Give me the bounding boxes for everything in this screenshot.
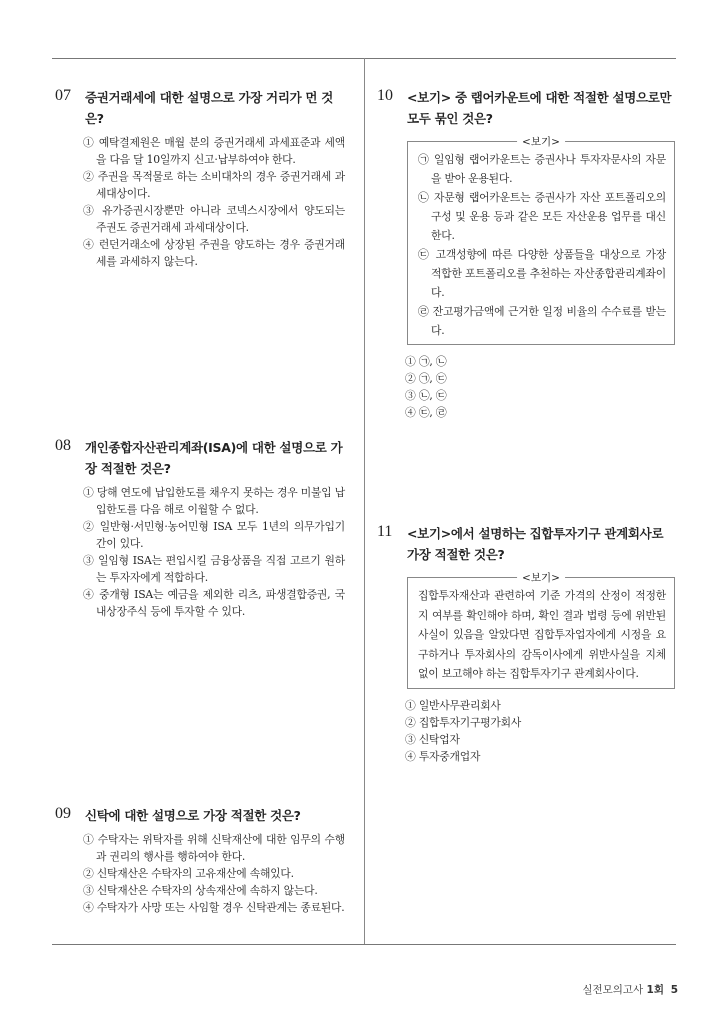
example-item-1: ㉠ 일임형 랩어카운트는 증권사나 투자자문사의 자문을 받아 운용된다. <box>418 153 666 185</box>
option-4[interactable]: ④ 투자중개업자 <box>405 749 481 763</box>
example-text: 집합투자재산과 관련하여 기준 가격의 산정이 적정한지 여부를 확인해야 하며, 확인 결과 법령 등에 위반된 사실이 있음을 알았다면 집합투자업자에게 시정을 요구하거나 투자회사의 감독이사에게 위반사실을 지체 없이 보고해야 하는 집합투자기구 관계회사이다. <box>418 589 666 680</box>
option-1[interactable]: ① 수탁자는 위탁자를 위해 신탁재산에 대한 임무의 수행과 권리의 행사를 행하여야 한다. <box>83 833 345 863</box>
question-title: 개인종합자산관리계좌(ISA)에 대한 설명으로 가장 적절한 것은? <box>85 440 343 476</box>
option-1[interactable]: ① ㉠, ㉡ <box>405 355 447 368</box>
example-box <box>407 572 675 689</box>
option-2[interactable]: ② ㉠, ㉢ <box>405 372 447 385</box>
option-4[interactable]: ④ 중개형 ISA는 예금을 제외한 리츠, 파생결합증권, 국내상장주식 등에 투자할 수 있다. <box>83 588 345 618</box>
options <box>405 353 675 421</box>
option-3[interactable]: ③ 신탁업자 <box>405 732 460 746</box>
option-2[interactable]: ② 집합투자기구평가회사 <box>405 715 522 729</box>
question-number: 10 <box>377 87 393 104</box>
question-number: 11 <box>377 523 393 540</box>
question-number: 08 <box>55 437 71 454</box>
question-title: 신탁에 대한 설명으로 가장 적절한 것은? <box>85 808 301 823</box>
question-title: 증권거래세에 대한 설명으로 가장 거리가 먼 것은? <box>85 90 334 126</box>
option-3[interactable]: ③ 유가증권시장뿐만 아니라 코넥스시장에서 양도되는 주권도 증권거래세 과세대상이다. <box>83 204 345 234</box>
question-title: <보기> 중 랩어카운트에 대한 적절한 설명으로만 모두 묶인 것은? <box>407 90 672 126</box>
option-3[interactable]: ③ 신탁재산은 수탁자의 상속재산에 속하지 않는다. <box>83 884 318 897</box>
example-box-label: <보기> <box>517 134 565 149</box>
option-2[interactable]: ② 일반형·서민형·농어민형 ISA 모두 1년의 의무가입기간이 있다. <box>83 520 345 550</box>
question-07 <box>55 87 345 270</box>
option-3[interactable]: ③ 일임형 ISA는 편입시킬 금융상품을 직접 고르기 원하는 투자자에게 적합하다. <box>83 554 345 584</box>
option-4[interactable]: ④ 런던거래소에 상장된 주권을 양도하는 경우 증권거래세를 과세하지 않는다. <box>83 238 345 268</box>
example-item-3: ㉢ 고객성향에 따른 다양한 상품들을 대상으로 가장 적합한 포트폴리오를 추천하는 자산종합관리계좌이다. <box>418 248 666 299</box>
page-number: 5 <box>670 984 678 996</box>
option-3[interactable]: ③ ㉡, ㉢ <box>405 389 447 402</box>
footer-title: 실전모의고사 <box>582 984 644 996</box>
option-4[interactable]: ④ ㉢, ㉣ <box>405 406 447 419</box>
option-2[interactable]: ② 주권을 목적물로 하는 소비대차의 경우 증권거래세 과세대상이다. <box>83 170 345 200</box>
example-box <box>407 136 675 345</box>
options <box>83 831 345 916</box>
options <box>83 484 345 620</box>
question-number: 07 <box>55 87 71 104</box>
example-item-2: ㉡ 자문형 랩어카운트는 증권사가 자산 포트폴리오의 구성 및 운용 등과 같은 모든 자산운용 업무를 대신한다. <box>418 191 666 242</box>
question-08 <box>55 437 345 620</box>
option-1[interactable]: ① 당해 연도에 납입한도를 채우지 못하는 경우 미불입 납입한도를 다음 해로 이월할 수 없다. <box>83 486 345 516</box>
options <box>83 134 345 270</box>
question-10 <box>377 87 675 421</box>
question-number: 09 <box>55 805 71 822</box>
options <box>405 697 675 765</box>
question-09 <box>55 805 345 916</box>
question-11 <box>377 523 675 765</box>
page-footer <box>582 982 678 997</box>
question-title: <보기>에서 설명하는 집합투자기구 관계회사로 가장 적절한 것은? <box>407 526 664 562</box>
option-1[interactable]: ① 일반사무관리회사 <box>405 698 501 712</box>
bottom-rule <box>52 944 676 945</box>
example-box-label: <보기> <box>517 570 565 585</box>
footer-round: 1회 <box>646 984 664 996</box>
example-item-4: ㉣ 잔고평가금액에 근거한 일정 비율의 수수료를 받는다. <box>418 305 666 337</box>
option-2[interactable]: ② 신탁재산은 수탁자의 고유재산에 속해있다. <box>83 867 294 880</box>
option-1[interactable]: ① 예탁결제원은 매월 분의 증권거래세 과세표준과 세액을 다음 달 10일까지 신고·납부하여야 한다. <box>83 136 345 166</box>
option-4[interactable]: ④ 수탁자가 사망 또는 사임할 경우 신탁관계는 종료된다. <box>83 901 345 914</box>
column-divider <box>364 58 365 944</box>
